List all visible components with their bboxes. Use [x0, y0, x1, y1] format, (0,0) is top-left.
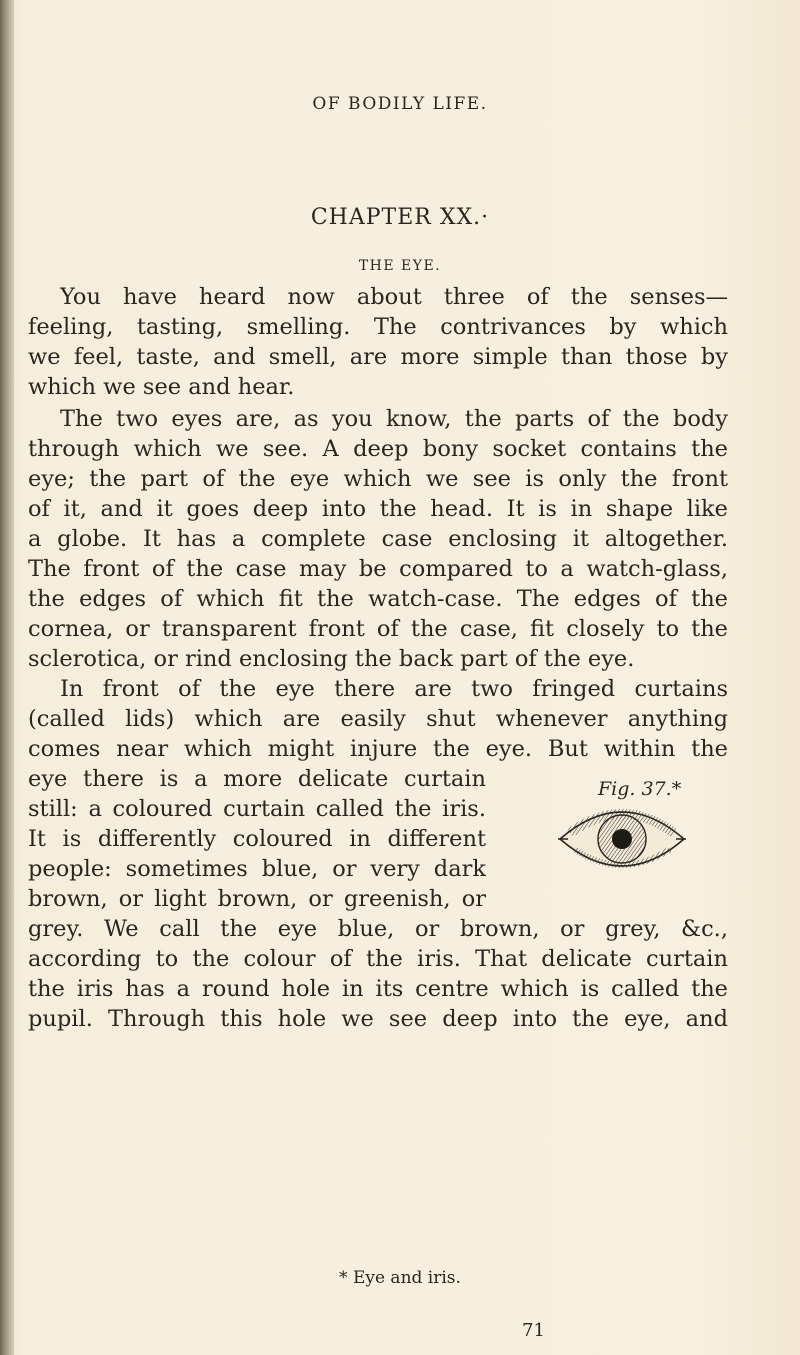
- chapter-title: CHAPTER XX.·: [310, 205, 490, 230]
- text-line: people: sometimes blue, or very dark: [28, 856, 486, 882]
- page-binding-edge: [0, 0, 14, 1355]
- text-line: eye there is a more delicate curtain: [28, 766, 486, 792]
- text-line: the iris has a round hole in its centre which is called the: [28, 976, 728, 1002]
- text-line: It is differently coloured in different: [28, 826, 486, 852]
- text-line: brown, or light brown, or greenish, or: [28, 886, 486, 912]
- text-line: eye; the part of the eye which we see is only the front: [28, 466, 728, 492]
- text-line: according to the colour of the iris. That delicate curtain: [28, 946, 728, 972]
- text-line: cornea, or transparent front of the case, fit closely to the: [28, 616, 728, 642]
- text-line: The two eyes are, as you know, the parts of the body: [60, 406, 728, 432]
- text-line: comes near which might injure the eye. But within the: [28, 736, 728, 762]
- footnote: * Eye and iris.: [339, 1268, 461, 1288]
- eye-figure-illustration: [556, 795, 688, 881]
- text-line: grey. We call the eye blue, or brown, or grey, &c.,: [28, 916, 728, 942]
- text-line: The front of the case may be compared to a watch-glass,: [28, 556, 728, 582]
- text-line: a globe. It has a complete case enclosing it altogether.: [28, 526, 728, 552]
- running-head: OF BODILY LIFE.: [312, 94, 488, 114]
- text-line: through which we see. A deep bony socket contains the: [28, 436, 728, 462]
- text-line: (called lids) which are easily shut whenever anything: [28, 706, 728, 732]
- text-line: In front of the eye there are two fringed curtains: [60, 676, 728, 702]
- text-line: pupil. Through this hole we see deep into the eye, and: [28, 1006, 728, 1032]
- text-line: still: a coloured curtain called the iris.: [28, 796, 486, 822]
- text-line: sclerotica, or rind enclosing the back part of the eye.: [28, 646, 635, 672]
- text-line: which we see and hear.: [28, 374, 295, 400]
- page-number: 71: [522, 1320, 545, 1341]
- figure-caption: Fig. 37.*: [598, 778, 682, 800]
- text-line: of it, and it goes deep into the head. It is in shape like: [28, 496, 728, 522]
- text-line: we feel, taste, and smell, are more simple than those by: [28, 344, 728, 370]
- text-line: You have heard now about three of the senses—: [60, 284, 728, 310]
- text-line: the edges of which fit the watch-case. The edges of the: [28, 586, 728, 612]
- chapter-subtitle: THE EYE.: [358, 258, 442, 274]
- text-line: feeling, tasting, smelling. The contrivances by which: [28, 314, 728, 340]
